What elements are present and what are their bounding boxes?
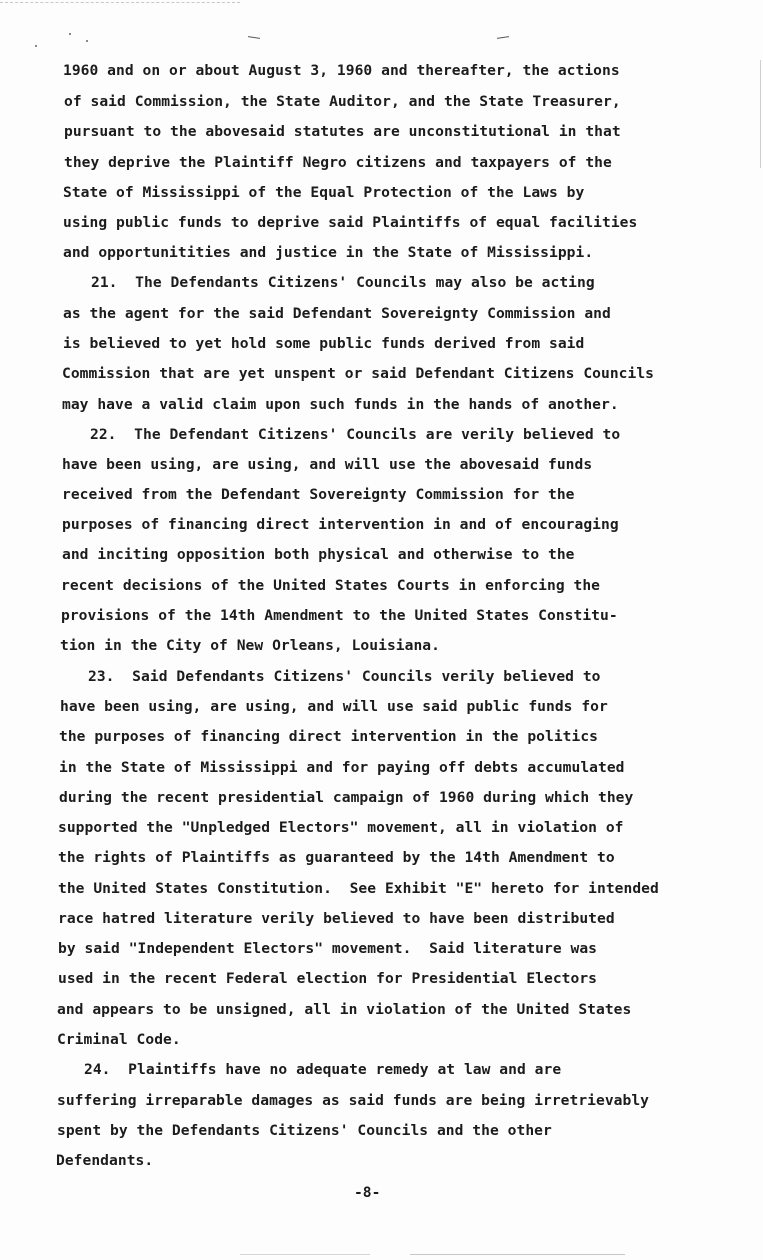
text-line: purposes of financing direct intervention in and of encouraging [62, 516, 619, 533]
text-line: have been using, are using, and will use said public funds for [60, 698, 608, 715]
text-line: and inciting opposition both physical and otherwise to the [62, 546, 575, 563]
page-number: -8- [354, 1184, 381, 1201]
text-line: the purposes of financing direct intervention in the politics [59, 728, 599, 745]
text-line: race hatred literature verily believed to have been distributed [58, 910, 615, 927]
text-line: and appears to be unsigned, all in violation of the United States [57, 1001, 632, 1018]
text-line: may have a valid claim upon such funds in the hands of another. [62, 396, 619, 413]
text-line: received from the Defendant Sovereignty Commission for the [62, 486, 575, 503]
text-line: as the agent for the said Defendant Sovereignty Commission and [63, 305, 611, 322]
text-line: used in the recent Federal election for Presidential Electors [58, 970, 598, 987]
text-line: Criminal Code. [57, 1031, 181, 1048]
stray-dot [69, 33, 71, 35]
text-line: they deprive the Plaintiff Negro citizens and taxpayers of the [64, 154, 612, 171]
scan-edge [760, 118, 761, 168]
text-line: by said "Independent Electors" movement. Said literature was [58, 940, 598, 957]
text-line: have been using, are using, and will use the abovesaid funds [62, 456, 593, 473]
paragraph-23-start: 23. Said Defendants Citizens' Councils verily believed to [88, 668, 601, 685]
bottom-edge-rule [240, 1254, 370, 1255]
stray-dot [86, 40, 88, 42]
text-line: supported the "Unpledged Electors" movement, all in violation of [58, 819, 624, 836]
paragraph-21-start: 21. The Defendants Citizens' Councils may also be acting [91, 274, 595, 291]
text-line: suffering irreparable damages as said funds are being irretrievably [57, 1092, 650, 1109]
text-line: 1960 and on or about August 3, 1960 and thereafter, the actions [63, 62, 620, 79]
text-line: pursuant to the abovesaid statutes are unconstitutional in that [64, 123, 621, 140]
text-line: Commission that are yet unspent or said Defendant Citizens Councils [62, 365, 655, 382]
text-line: State of Mississippi of the Equal Protection of the Laws by [63, 184, 585, 201]
text-line: provisions of the 14th Amendment to the United States Constitu- [61, 607, 618, 624]
text-line: using public funds to deprive said Plaintiffs of equal facilities [63, 214, 638, 231]
stray-mark [248, 36, 260, 39]
text-line: the United States Constitution. See Exhibit "E" hereto for intended [58, 880, 659, 897]
paragraph-22-start: 22. The Defendant Citizens' Councils are verily believed to [90, 426, 621, 443]
text-line: recent decisions of the United States Courts in enforcing the [61, 577, 601, 594]
text-line: is believed to yet hold some public funds derived from said [63, 335, 585, 352]
text-line: Defendants. [56, 1152, 154, 1169]
text-line: tion in the City of New Orleans, Louisiana. [60, 637, 440, 654]
text-line: and opportunitities and justice in the State of Mississippi. [63, 244, 594, 261]
text-line: the rights of Plaintiffs as guaranteed by the 14th Amendment to [58, 849, 615, 866]
paragraph-24-start: 24. Plaintiffs have no adequate remedy at law and are [84, 1061, 562, 1078]
top-edge-rule [0, 2, 240, 3]
text-line: of said Commission, the State Auditor, and the State Treasurer, [64, 93, 621, 110]
scan-edge [760, 60, 761, 120]
stray-dot [35, 45, 37, 47]
text-line: during the recent presidential campaign of 1960 during which they [59, 789, 634, 806]
bottom-edge-rule [410, 1254, 625, 1255]
text-line: spent by the Defendants Citizens' Councils and the other [57, 1122, 552, 1139]
text-line: in the State of Mississippi and for paying off debts accumulated [59, 759, 625, 776]
stray-mark [497, 36, 509, 39]
